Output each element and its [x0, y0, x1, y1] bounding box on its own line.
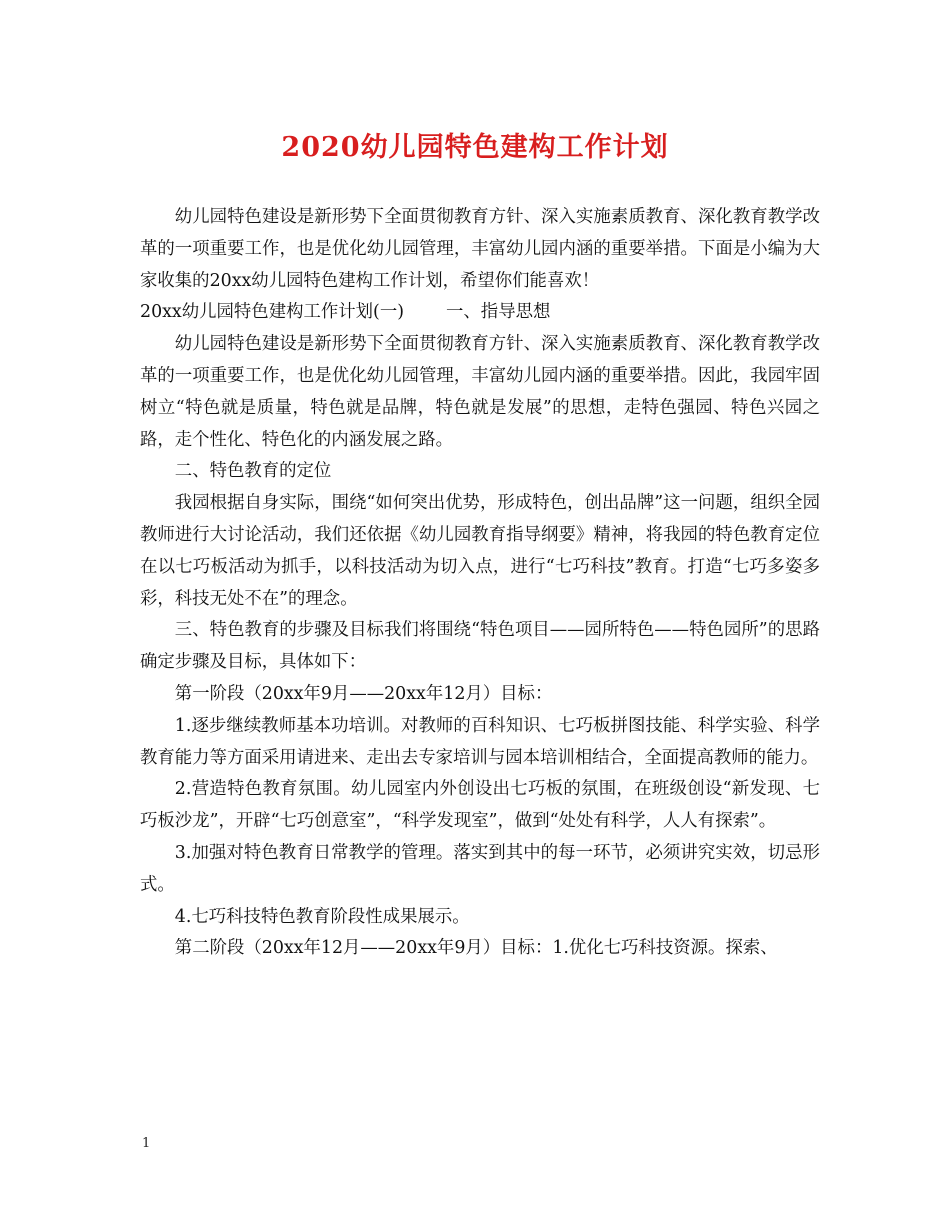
stage-one-item-1: 1.逐步继续教师基本功培训。对教师的百科知识、七巧板拼图技能、科学实验、科学教育能力等方面采用请进来、走出去专家培训与园本培训相结合，全面提高教师的能力。: [140, 715, 820, 768]
stage-one-item-2: 2.营造特色教育氛围。幼儿园室内外创设出七巧板的氛围，在班级创设“新发现、七巧板沙龙”，开辟“七巧创意室”，“科学发现室”，做到“处处有科学，人人有探索”。: [140, 779, 820, 832]
plan-heading-line: [140, 297, 820, 329]
document-body: [140, 202, 820, 965]
intro-paragraph: 幼儿园特色建设是新形势下全面贯彻教育方针、深入实施素质教育、深化教育教学改革的一项重要工作，也是优化幼儿园管理，丰富幼儿园内涵的重要举措。下面是小编为大家收集的20xx幼儿园特色建构工作计划，希望你们能喜欢！: [140, 207, 820, 291]
stage-one-item-4: 4.七巧科技特色教育阶段性成果展示。: [174, 906, 470, 927]
page-number: 1: [142, 1136, 151, 1151]
steps-goals-paragraph: 三、特色教育的步骤及目标我们将围绕“特色项目——园所特色——特色园所”的思路确定步骤及目标，具体如下：: [140, 620, 820, 673]
stage-two-paragraph: 第二阶段（20xx年12月——20xx年9月）目标：1.优化七巧科技资源。探索、: [174, 938, 778, 959]
positioning-paragraph: 我园根据自身实际，围绕“如何突出优势，形成特色，创出品牌”这一问题，组织全园教师进行大讨论活动，我们还依据《幼儿园教育指导纲要》精神，将我园的特色教育定位在以七巧板活动为抓手，以科技活动为切入点，进行“七巧科技”教育。打造“七巧多姿多彩，科技无处不在”的理念。: [140, 493, 820, 609]
document-title: 2020幼儿园特色建构工作计划: [281, 132, 669, 163]
guiding-ideology-paragraph: 幼儿园特色建设是新形势下全面贯彻教育方针、深入实施素质教育、深化教育教学改革的一项重要工作，也是优化幼儿园管理，丰富幼儿园内涵的重要举措。因此，我园牢固树立“特色就是质量，特色就是品牌，特色就是发展”的思想，走特色强园、特色兴园之路，走个性化、特色化的内涵发展之路。: [140, 334, 820, 450]
section-heading-positioning: 二、特色教育的定位: [174, 461, 332, 482]
stage-one-item-3: 3.加强对特色教育日常教学的管理。落实到其中的每一环节，必须讲究实效，切忌形式。: [140, 842, 820, 895]
stage-one-heading: 第一阶段（20xx年9月——20xx年12月）目标：: [174, 683, 553, 704]
plan-heading: 20xx幼儿园特色建构工作计划(一): [140, 302, 405, 323]
section-heading-guiding-ideology: 一、指导思想: [446, 302, 551, 323]
